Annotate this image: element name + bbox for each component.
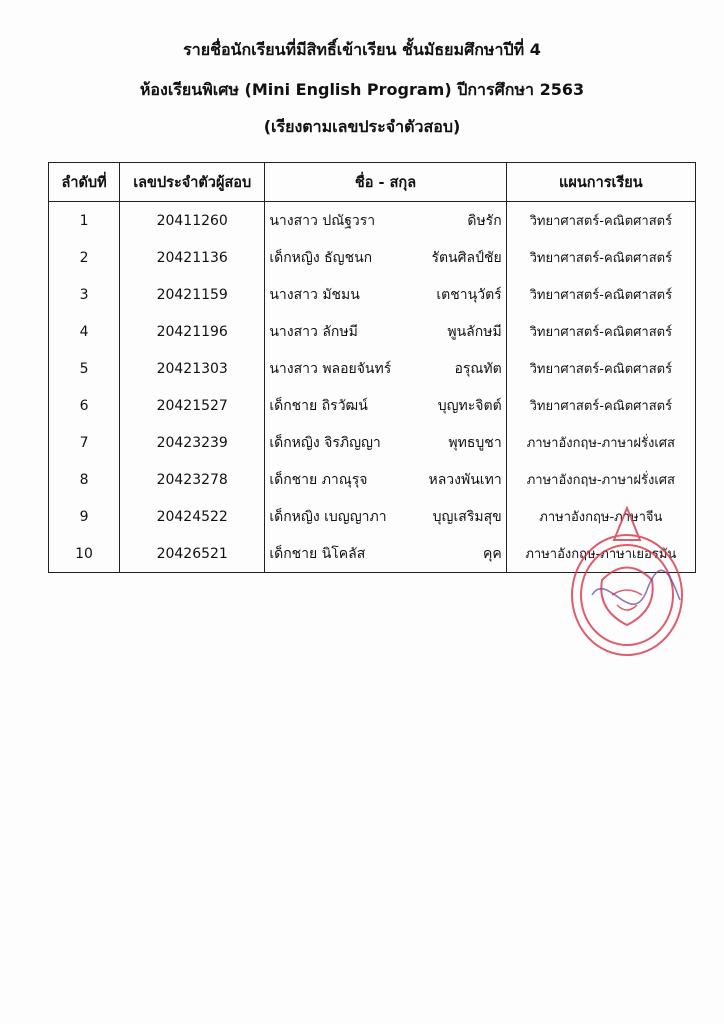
column-header-name: ชื่อ - สกุล	[265, 163, 506, 202]
table-header-row	[49, 163, 696, 202]
row-exam-id: 20421527	[120, 387, 265, 424]
table-row	[49, 461, 696, 498]
table-row	[49, 313, 696, 350]
study-plan-label: ภาษาอังกฤษ-ภาษาจีน	[539, 510, 663, 525]
row-study-plan	[506, 276, 695, 313]
study-plan-label: ภาษาอังกฤษ-ภาษาฝรั่งเศส	[526, 436, 675, 451]
student-title-first-name: เด็กหญิง เบญญาภา	[269, 508, 387, 525]
student-last-name: พูนลักษมี	[447, 323, 502, 340]
row-exam-id: 20411260	[120, 202, 265, 240]
signature-icon	[592, 570, 680, 604]
row-exam-id: 20426521	[120, 535, 265, 573]
row-student-name	[265, 535, 506, 573]
row-student-name	[265, 387, 506, 424]
row-order-number: 9	[49, 498, 120, 535]
student-last-name: พุทธบูชา	[448, 434, 502, 451]
study-plan-label: วิทยาศาสตร์-คณิตศาสตร์	[529, 288, 673, 303]
row-student-name	[265, 461, 506, 498]
student-last-name: ดิษรัก	[467, 212, 502, 229]
row-order-number: 6	[49, 387, 120, 424]
student-title-first-name: เด็กชาย ภาณุรุจ	[269, 471, 368, 488]
row-student-name	[265, 350, 506, 387]
table-row	[49, 387, 696, 424]
row-student-name	[265, 498, 506, 535]
row-study-plan	[506, 387, 695, 424]
row-study-plan	[506, 239, 695, 276]
row-study-plan	[506, 350, 695, 387]
row-order-number: 5	[49, 350, 120, 387]
row-study-plan	[506, 424, 695, 461]
row-exam-id: 20423278	[120, 461, 265, 498]
row-student-name	[265, 239, 506, 276]
student-title-first-name: นางสาว ลักษมี	[269, 323, 358, 340]
student-title-first-name: เด็กชาย นิโคลัส	[269, 545, 366, 562]
student-last-name: รัตนศิลป์ชัย	[431, 249, 502, 266]
row-order-number: 3	[49, 276, 120, 313]
student-last-name: บุญทะจิตต์	[437, 397, 502, 414]
study-plan-label: วิทยาศาสตร์-คณิตศาสตร์	[529, 214, 673, 229]
row-study-plan	[506, 461, 695, 498]
column-header-order: ลำดับที่	[49, 163, 120, 202]
row-exam-id: 20424522	[120, 498, 265, 535]
study-plan-label: ภาษาอังกฤษ-ภาษาฝรั่งเศส	[526, 473, 675, 488]
student-title-first-name: เด็กหญิง จิรภิญญา	[269, 434, 381, 451]
school-seal-stamp	[562, 500, 692, 670]
row-exam-id: 20421136	[120, 239, 265, 276]
student-title-first-name: เด็กหญิง ธัญชนก	[269, 249, 373, 266]
column-header-study-plan: แผนการเรียน	[506, 163, 695, 202]
student-last-name: หลวงพันเทา	[428, 471, 502, 488]
student-last-name: เตชานุวัตร์	[436, 286, 502, 303]
document-subtitle: ห้องเรียนพิเศษ (Mini English Program) ปีการศึกษา 2563	[139, 80, 585, 99]
row-order-number: 1	[49, 202, 120, 240]
row-study-plan	[506, 313, 695, 350]
student-last-name: อรุณทัต	[454, 360, 502, 377]
student-title-first-name: นางสาว พลอยจันทร์	[269, 360, 392, 377]
table-row	[49, 239, 696, 276]
row-student-name	[265, 202, 506, 240]
document-sort-note: (เรียงตามเลขประจำตัวสอบ)	[263, 117, 461, 136]
student-title-first-name: เด็กชาย ถิรวัฒน์	[269, 397, 368, 414]
row-student-name	[265, 276, 506, 313]
row-study-plan	[506, 202, 695, 240]
student-title-first-name: นางสาว ปณัฐวรา	[269, 212, 376, 229]
student-last-name: บุญเสริมสุข	[432, 508, 502, 525]
student-title-first-name: นางสาว มัชมน	[269, 286, 360, 303]
table-row	[49, 350, 696, 387]
row-exam-id: 20421159	[120, 276, 265, 313]
row-order-number: 4	[49, 313, 120, 350]
document-title: รายชื่อนักเรียนที่มีสิทธิ์เข้าเรียน ชั้นมัธยมศึกษาปีที่ 4	[183, 40, 541, 59]
study-plan-label: วิทยาศาสตร์-คณิตศาสตร์	[529, 251, 673, 266]
row-order-number: 7	[49, 424, 120, 461]
study-plan-label: ภาษาอังกฤษ-ภาษาเยอรมัน	[525, 547, 677, 562]
study-plan-label: วิทยาศาสตร์-คณิตศาสตร์	[529, 399, 673, 414]
study-plan-label: วิทยาศาสตร์-คณิตศาสตร์	[529, 325, 673, 340]
table-row	[49, 276, 696, 313]
row-student-name	[265, 424, 506, 461]
row-order-number: 2	[49, 239, 120, 276]
column-header-exam-id: เลขประจำตัวผู้สอบ	[120, 163, 265, 202]
table-row	[49, 202, 696, 240]
table-row	[49, 424, 696, 461]
study-plan-label: วิทยาศาสตร์-คณิตศาสตร์	[529, 362, 673, 377]
row-exam-id: 20423239	[120, 424, 265, 461]
row-order-number: 10	[49, 535, 120, 573]
row-student-name	[265, 313, 506, 350]
student-last-name: คุค	[482, 545, 502, 562]
row-exam-id: 20421196	[120, 313, 265, 350]
row-order-number: 8	[49, 461, 120, 498]
row-exam-id: 20421303	[120, 350, 265, 387]
